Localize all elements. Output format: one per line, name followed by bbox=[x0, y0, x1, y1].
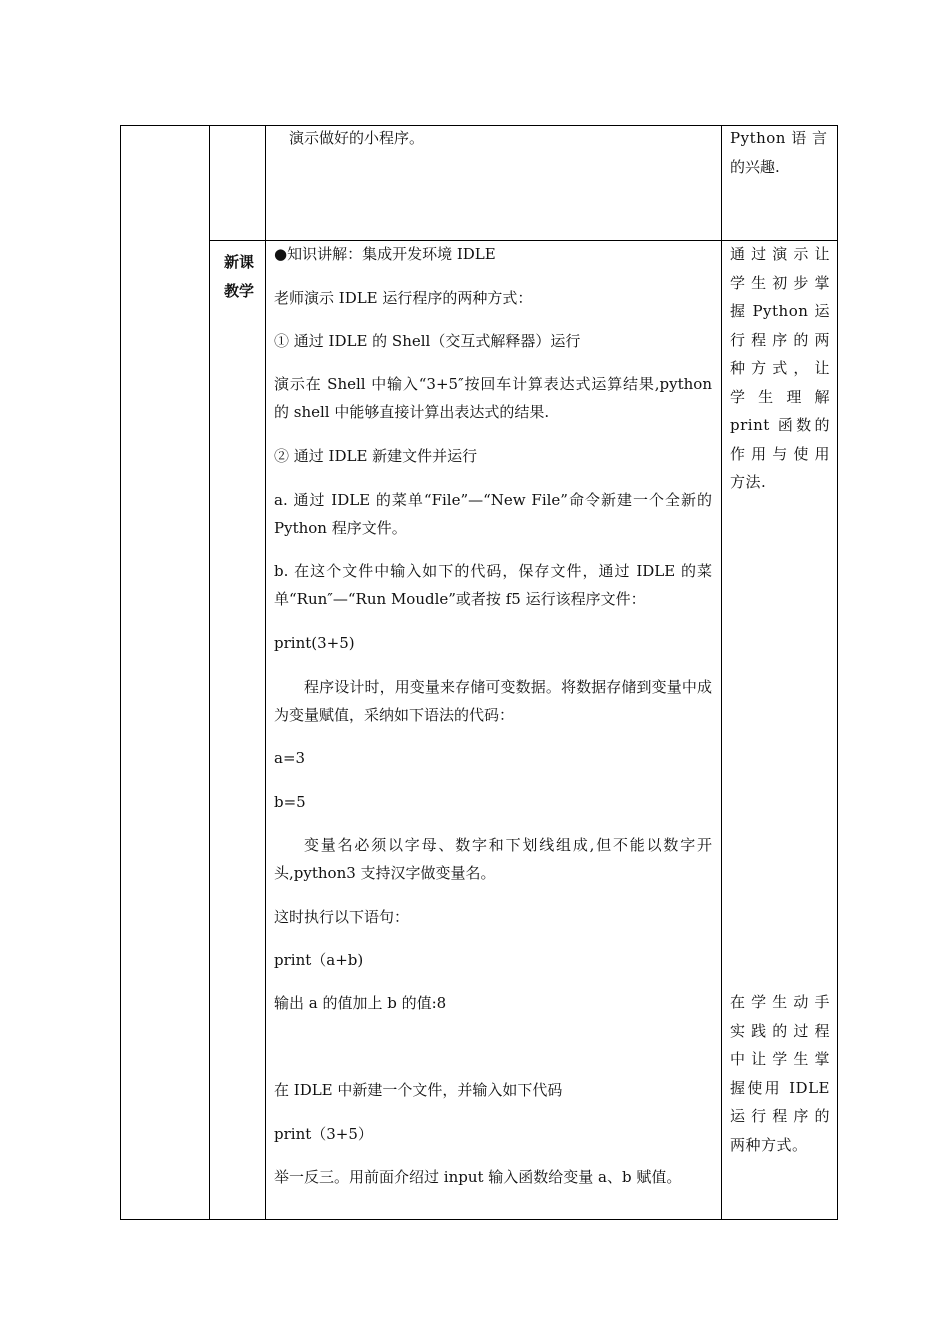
content-paragraph: ●知识讲解：集成开发环境 IDLE bbox=[274, 245, 496, 263]
code-line: print(3+5) bbox=[274, 634, 355, 652]
col-border-left bbox=[120, 125, 121, 1220]
row1-side-line-1: Python 语 言 bbox=[730, 129, 828, 147]
content-paragraph: 程序设计时，用变量来存储可变数据。将数据存储到变量中成为变量赋值，采纳如下语法的代码： bbox=[274, 678, 712, 724]
side-note-top-line: 握 Python 运 bbox=[730, 302, 830, 320]
content-paragraph: a. 通过 IDLE 的菜单“File”—“New File”命令新建一个全新的 Python 程序文件。 bbox=[274, 491, 712, 537]
code-line: print（3+5） bbox=[274, 1125, 373, 1143]
side-note-top-line: 行程序的两 bbox=[730, 331, 830, 349]
side-note-top-line: 学生初步掌 bbox=[730, 274, 830, 292]
content-paragraph: ① 通过 IDLE 的 Shell（交互式解释器）运行 bbox=[274, 332, 581, 350]
side-note-top-line: 学 生 理 解 bbox=[730, 388, 830, 406]
side-note-top-line: 作用与使用 bbox=[730, 445, 830, 463]
content-paragraph: 在 IDLE 中新建一个文件，并输入如下代码 bbox=[274, 1081, 563, 1099]
side-note-top-line: print 函数的 bbox=[730, 416, 830, 434]
content-paragraph: ② 通过 IDLE 新建文件并运行 bbox=[274, 447, 478, 465]
lesson-content bbox=[274, 0, 714, 1344]
row1-side-line-2: 的兴趣. bbox=[730, 158, 780, 176]
content-paragraph: 举一反三。用前面介绍过 input 输入函数给变量 a、b 赋值。 bbox=[274, 1168, 682, 1186]
col-border-2 bbox=[209, 125, 210, 1220]
content-paragraph: 输出 a 的值加上 b 的值:8 bbox=[274, 994, 447, 1012]
content-paragraph: 演示在 Shell 中输入“3+5″按回车计算表达式运算结果,python 的 shell 中能够直接计算出表达式的结果. bbox=[274, 375, 712, 421]
content-paragraph: 老师演示 IDLE 运行程序的两种方式： bbox=[274, 289, 533, 307]
side-note-bottom-line: 握使用 IDLE bbox=[730, 1079, 830, 1097]
code-line: b=5 bbox=[274, 793, 306, 811]
side-note-bottom-line: 两种方式。 bbox=[730, 1136, 808, 1154]
side-note-bottom-line: 运行程序的 bbox=[730, 1107, 830, 1125]
content-paragraph: 变量名必须以字母、数字和下划线组成,但不能以数字开头,python3 支持汉字做变量名。 bbox=[274, 836, 712, 882]
side-note-bottom-line: 在学生动手 bbox=[730, 993, 830, 1011]
side-note-bottom-line: 中让学生掌 bbox=[730, 1050, 830, 1068]
side-note-bottom-line: 实践的过程 bbox=[730, 1022, 830, 1040]
code-line: a=3 bbox=[274, 749, 306, 767]
col-border-right bbox=[837, 125, 838, 1220]
content-paragraph: b. 在这个文件中输入如下的代码，保存文件，通过 IDLE 的菜单“Run″—“Run Moudle”或者按 f5 运行该程序文件： bbox=[274, 562, 712, 608]
side-note-top-line: 方法. bbox=[730, 473, 767, 491]
section-label-line-2: 教学 bbox=[223, 282, 254, 300]
code-line: print（a+b) bbox=[274, 951, 364, 969]
content-paragraph: 这时执行以下语句： bbox=[274, 908, 410, 926]
side-note-top-line: 通过演示让 bbox=[730, 245, 830, 263]
row1-main-text: 演示做好的小程序。 bbox=[289, 129, 425, 147]
col-border-3 bbox=[265, 125, 266, 1220]
col-border-4 bbox=[721, 125, 722, 1220]
side-note-top-line: 种方式，让 bbox=[730, 359, 830, 377]
section-label-line-1: 新课 bbox=[223, 253, 254, 271]
